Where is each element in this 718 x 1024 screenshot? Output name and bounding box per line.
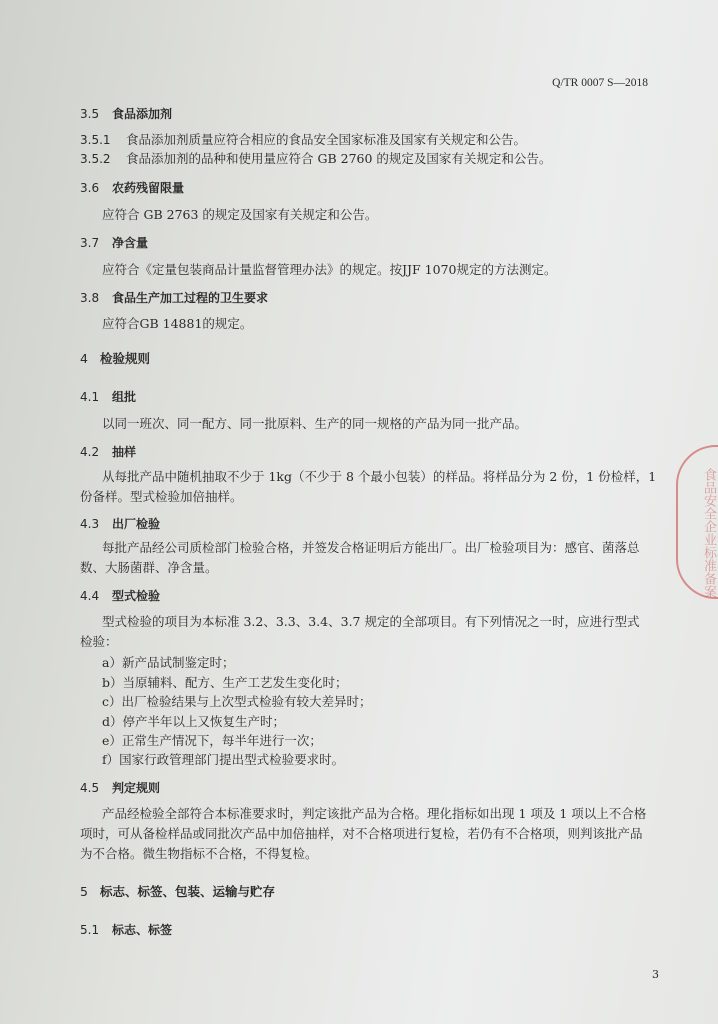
section-4-3-body: 每批产品经公司质检部门检验合格，并签发合格证明后方能出厂。出厂检验项目为：感官、菌落总 [102, 540, 640, 555]
section-3-5-heading: 3.5 食品添加剂 [80, 107, 173, 121]
chapter-4-heading: 4 检验规则 [80, 351, 151, 366]
list-item-f: f）国家行政管理部门提出型式检验要求时。 [102, 752, 345, 767]
section-3-7-body: 应符合《定量包装商品计量监督管理办法》的规定。按JJF 1070规定的方法测定。 [102, 262, 557, 277]
section-4-2-body: 从每批产品中随机抽取不少于 1kg（不少于 8 个最小包装）的样品。将样品分为 2 份，1 份检样，1 [102, 469, 657, 484]
list-item-c: c）出厂检验结果与上次型式检验有较大差异时； [102, 694, 372, 709]
section-4-5-body: 产品经检验全部符合本标准要求时，判定该批产品为合格。理化指标如出现 1 项及 1 项以上不合格 [102, 806, 647, 821]
section-3-7-heading: 3.7 净含量 [80, 236, 149, 250]
section-4-5-body-cont2: 为不合格。微生物指标不合格，不得复检。 [80, 846, 318, 861]
clause-3-5-2: 3.5.2 食品添加剂的品种和使用量应符合 GB 2760 的规定及国家有关规定和公告。 [80, 151, 552, 166]
section-4-1-heading: 4.1 组批 [80, 390, 137, 404]
section-3-6-body: 应符合 GB 2763 的规定及国家有关规定和公告。 [102, 207, 378, 222]
section-4-4-heading: 4.4 型式检验 [80, 589, 161, 603]
section-4-1-body: 以同一班次、同一配方、同一批原料、生产的同一规格的产品为同一批产品。 [102, 416, 528, 431]
list-item-e: e）正常生产情况下，每半年进行一次； [102, 733, 322, 748]
section-4-3-heading: 4.3 出厂检验 [80, 517, 161, 531]
section-4-5-heading: 4.5 判定规则 [80, 781, 161, 795]
section-4-2-body-cont: 份备样。型式检验加倍抽样。 [80, 489, 243, 504]
section-4-2-heading: 4.2 抽样 [80, 445, 137, 459]
section-3-8-body: 应符合GB 14881的规定。 [102, 316, 253, 331]
section-4-4-body-cont: 检验： [80, 634, 118, 649]
list-item-b: b）当原辅料、配方、生产工艺发生变化时； [102, 675, 348, 690]
section-5-1-heading: 5.1 标志、标签 [80, 923, 173, 937]
chapter-5-heading: 5 标志、标签、包装、运输与贮存 [80, 884, 276, 899]
standard-code: Q/TR 0007 S—2018 [552, 77, 648, 89]
stamp-lettering: 食品安全企业标准备案 [701, 468, 716, 598]
section-3-6-heading: 3.6 农药残留限量 [80, 181, 185, 195]
list-item-d: d）停产半年以上又恢复生产时； [102, 714, 286, 729]
list-item-a: a）新产品试制鉴定时； [102, 655, 235, 670]
section-3-8-heading: 3.8 食品生产加工过程的卫生要求 [80, 291, 269, 305]
section-4-5-body-cont1: 项时，可从备检样品或同批次产品中加倍抽样，对不合格项进行复检，若仍有不合格项，则判该批产品 [80, 826, 643, 841]
section-4-4-body: 型式检验的项目为本标准 3.2、3.3、3.4、3.7 规定的全部项目。有下列情况之一时，应进行型式 [102, 614, 640, 629]
section-4-3-body-cont: 数、大肠菌群、净含量。 [80, 560, 218, 575]
clause-3-5-1: 3.5.1 食品添加剂质量应符合相应的食品安全国家标准及国家有关规定和公告。 [80, 132, 527, 147]
page-number: 3 [652, 968, 659, 981]
